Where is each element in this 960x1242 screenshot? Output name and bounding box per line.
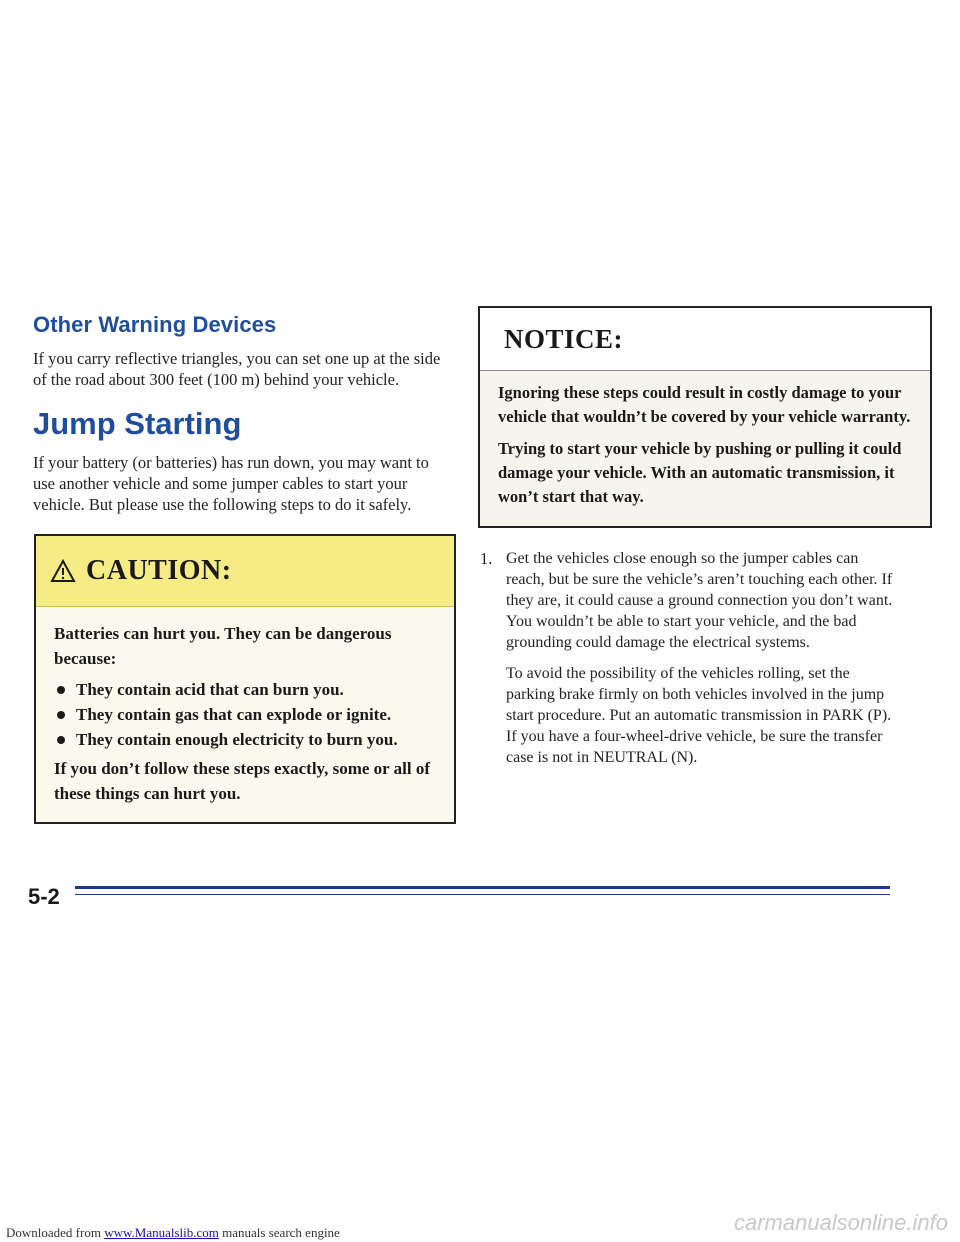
footer-rule-thin <box>75 894 890 895</box>
caution-title: CAUTION: <box>86 555 232 586</box>
page-footer <box>28 878 888 918</box>
manualslib-link[interactable]: www.Manualslib.com <box>104 1225 219 1240</box>
step-text: Get the vehicles close enough so the jumper cables can reach, but be sure the vehicle’s aren’t touching each other. If they are, it could cause a ground connection you don’t want. You wouldn’t be able to start your vehicle, and the bad grounding could damage the electrical systems. <box>506 550 893 651</box>
caution-bullet <box>54 727 436 752</box>
caution-bullet-text: They contain gas that can explode or ignite. <box>76 705 392 724</box>
heading-other-warning-devices: Other Warning Devices <box>33 312 277 337</box>
caution-intro: Batteries can hurt you. They can be dangerous because: <box>54 624 392 668</box>
notice-body <box>480 371 930 509</box>
bullet-icon <box>57 711 65 719</box>
caution-bullet <box>54 702 436 727</box>
caution-bullet <box>54 677 436 702</box>
caution-bullet-list <box>54 677 436 752</box>
caution-body <box>36 607 454 806</box>
watermark-prefix: Downloaded from <box>6 1225 105 1240</box>
watermark-logo-text: carmanualsonline.info <box>733 1210 948 1235</box>
step-1 <box>480 548 900 653</box>
notice-title: NOTICE: <box>504 323 624 354</box>
watermark-suffix: manuals search engine <box>218 1225 340 1240</box>
steps-list <box>480 548 900 768</box>
paragraph-other-warning-devices: If you carry reflective triangles, you can set one up at the side of the road about 300 feet (100 m) behind your vehicle. <box>33 349 441 389</box>
bullet-icon <box>57 736 65 744</box>
footer-rule-thick <box>75 886 890 889</box>
caution-header <box>36 536 454 607</box>
left-column <box>33 312 453 515</box>
warning-triangle-icon <box>50 559 76 583</box>
notice-paragraph-1: Ignoring these steps could result in costly damage to your vehicle that wouldn’t be covered by your vehicle warranty. <box>498 383 911 426</box>
step-continuation: To avoid the possibility of the vehicles rolling, set the parking brake firmly on both vehicles involved in the jump start procedure. Put an automatic transmission in PARK (P). If you have a four-wheel-drive vehicle, be sure the transfer case is not in NEUTRAL (N). <box>506 665 892 766</box>
notice-header <box>480 308 930 371</box>
caution-outro: If you don’t follow these steps exactly, some or all of these things can hurt you. <box>54 759 431 803</box>
step-number: 1. <box>480 549 493 568</box>
caution-box <box>34 534 456 824</box>
heading-jump-starting: Jump Starting <box>33 406 242 441</box>
notice-box <box>478 306 932 528</box>
bullet-icon <box>57 686 65 694</box>
notice-paragraph-2: Trying to start your vehicle by pushing or pulling it could damage your vehicle. With an automatic transmission, it won’t start that way. <box>498 439 902 506</box>
caution-bullet-text: They contain acid that can burn you. <box>76 680 344 699</box>
caution-bullet-text: They contain enough electricity to burn you. <box>76 730 398 749</box>
paragraph-jump-starting: If your battery (or batteries) has run down, you may want to use another vehicle and some jumper cables to start your vehicle. But please use the following steps to do it safely. <box>33 453 429 514</box>
download-watermark <box>0 1225 960 1241</box>
page-number: 5-2 <box>28 884 60 909</box>
